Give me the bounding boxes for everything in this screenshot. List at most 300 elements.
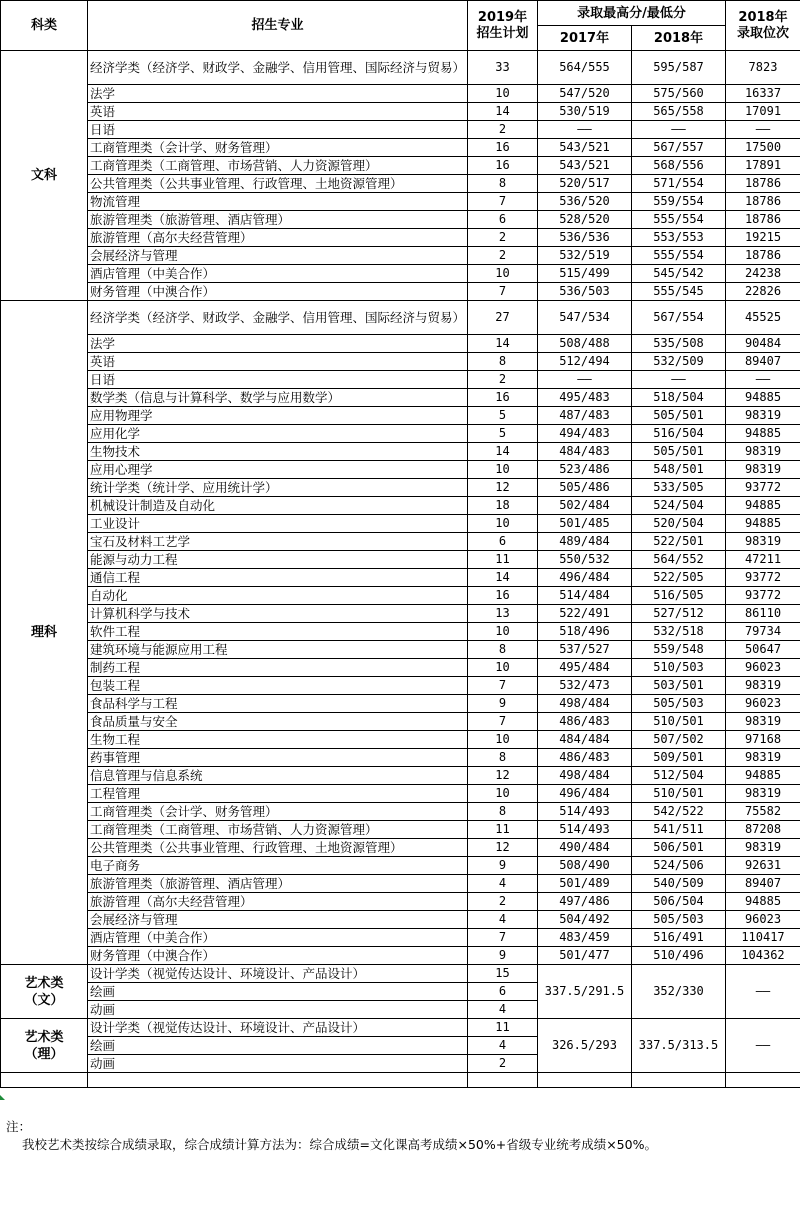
score-2018-cell: 527/512 [632, 605, 726, 623]
plan-cell: 6 [468, 533, 538, 551]
category-cell: 艺术类 （文） [1, 965, 88, 1019]
score-2017-cell: 501/485 [538, 515, 632, 533]
plan-cell: 14 [468, 569, 538, 587]
score-2017-cell: 512/494 [538, 353, 632, 371]
major-cell: 食品科学与工程 [88, 695, 468, 713]
plan-cell: 10 [468, 785, 538, 803]
rank-cell: 17500 [726, 139, 800, 157]
major-cell: 应用物理学 [88, 407, 468, 425]
plan-cell: 4 [468, 1001, 538, 1019]
rank-cell: 93772 [726, 569, 800, 587]
score-2017-cell: 530/519 [538, 103, 632, 121]
table-row [1, 713, 800, 731]
score-2018-cell: 516/504 [632, 425, 726, 443]
category-cell: 文科 [1, 51, 88, 301]
plan-cell: 8 [468, 749, 538, 767]
major-cell: 制药工程 [88, 659, 468, 677]
rank-cell: 97168 [726, 731, 800, 749]
score-2018-cell: 540/509 [632, 875, 726, 893]
score-2017-cell: 536/520 [538, 193, 632, 211]
rank-cell: 45525 [726, 301, 800, 335]
table-row [1, 695, 800, 713]
score-2017-cell: 484/483 [538, 443, 632, 461]
empty-cell [632, 1073, 726, 1088]
major-cell: 食品质量与安全 [88, 713, 468, 731]
score-2018-cell: 535/508 [632, 335, 726, 353]
score-2017-cell: 495/483 [538, 389, 632, 407]
plan-cell: 9 [468, 857, 538, 875]
major-cell: 酒店管理（中美合作） [88, 929, 468, 947]
score-2017-cell: 550/532 [538, 551, 632, 569]
major-cell: 法学 [88, 335, 468, 353]
plan-cell: 14 [468, 335, 538, 353]
rank-cell: 18786 [726, 247, 800, 265]
score-2018-cell: 522/505 [632, 569, 726, 587]
score-2017-cell: 536/536 [538, 229, 632, 247]
major-cell: 财务管理（中澳合作） [88, 947, 468, 965]
major-cell: 会展经济与管理 [88, 247, 468, 265]
score-2018-cell: 520/504 [632, 515, 726, 533]
empty-cell [538, 1073, 632, 1088]
table-row [1, 929, 800, 947]
plan-cell: 7 [468, 713, 538, 731]
major-cell: 英语 [88, 103, 468, 121]
table-row [1, 283, 800, 301]
score-2018-cell: 505/501 [632, 407, 726, 425]
header-2017: 2017年 [538, 26, 632, 51]
score-2017-cell: 498/484 [538, 695, 632, 713]
plan-cell: 16 [468, 157, 538, 175]
score-2018-cell: 542/522 [632, 803, 726, 821]
footnote-title: 注： [6, 1119, 32, 1134]
score-2017-cell: 514/484 [538, 587, 632, 605]
table-row [1, 839, 800, 857]
major-cell: 信息管理与信息系统 [88, 767, 468, 785]
score-2017-cell: 498/484 [538, 767, 632, 785]
major-cell: 法学 [88, 85, 468, 103]
score-2017-cell: 502/484 [538, 497, 632, 515]
table-row [1, 749, 800, 767]
score-2017-cell: 487/483 [538, 407, 632, 425]
score-2018-cell: 510/496 [632, 947, 726, 965]
plan-cell: 10 [468, 461, 538, 479]
score-2017-cell: 501/489 [538, 875, 632, 893]
rank-cell: 94885 [726, 515, 800, 533]
major-cell: 酒店管理（中美合作） [88, 265, 468, 283]
table-row [1, 587, 800, 605]
rank-cell: 96023 [726, 695, 800, 713]
table-row [1, 211, 800, 229]
major-cell: 统计学类（统计学、应用统计学） [88, 479, 468, 497]
score-2018-cell: 553/553 [632, 229, 726, 247]
major-cell: 应用化学 [88, 425, 468, 443]
rank-cell: 92631 [726, 857, 800, 875]
score-2018-cell: 541/511 [632, 821, 726, 839]
major-cell: 动画 [88, 1001, 468, 1019]
rank-cell: 17891 [726, 157, 800, 175]
rank-cell: 96023 [726, 659, 800, 677]
major-cell: 物流管理 [88, 193, 468, 211]
rank-cell: 98319 [726, 533, 800, 551]
header-major: 招生专业 [88, 1, 468, 51]
plan-cell: 27 [468, 301, 538, 335]
score-2018-cell: 512/504 [632, 767, 726, 785]
major-cell: 设计学类（视觉传达设计、环境设计、产品设计） [88, 1019, 468, 1037]
plan-cell: 2 [468, 229, 538, 247]
score-2018-cell: 533/505 [632, 479, 726, 497]
major-cell: 自动化 [88, 587, 468, 605]
score-2017-cell: 514/493 [538, 803, 632, 821]
score-2017-cell: 504/492 [538, 911, 632, 929]
table-row [1, 157, 800, 175]
score-2018-cell: 516/491 [632, 929, 726, 947]
rank-cell: 17091 [726, 103, 800, 121]
score-2018-cell: 567/554 [632, 301, 726, 335]
plan-cell: 2 [468, 371, 538, 389]
header-rank: 2018年 录取位次 [726, 1, 800, 51]
score-2017-cell: 523/486 [538, 461, 632, 479]
rank-cell: 86110 [726, 605, 800, 623]
score-2017-cell: 543/521 [538, 139, 632, 157]
plan-cell: 10 [468, 623, 538, 641]
table-row [1, 875, 800, 893]
table-row [1, 265, 800, 283]
score-2017-cell: 532/473 [538, 677, 632, 695]
table-row [1, 821, 800, 839]
major-cell: 应用心理学 [88, 461, 468, 479]
score-2017-cell: 326.5/293 [538, 1019, 632, 1073]
header-category: 科类 [1, 1, 88, 51]
major-cell: 绘画 [88, 1037, 468, 1055]
major-cell: 宝石及材料工艺学 [88, 533, 468, 551]
score-2017-cell: 515/499 [538, 265, 632, 283]
major-cell: 财务管理（中澳合作） [88, 283, 468, 301]
score-2017-cell: 505/486 [538, 479, 632, 497]
score-2017-cell: 520/517 [538, 175, 632, 193]
score-2018-cell: 548/501 [632, 461, 726, 479]
table-row [1, 103, 800, 121]
table-row [1, 911, 800, 929]
rank-cell: 16337 [726, 85, 800, 103]
rank-cell: 7823 [726, 51, 800, 85]
score-2018-cell: 509/501 [632, 749, 726, 767]
rank-cell: 98319 [726, 839, 800, 857]
rank-cell: —— [726, 1019, 800, 1073]
score-2018-cell: 568/556 [632, 157, 726, 175]
score-2017-cell: 532/519 [538, 247, 632, 265]
table-row [1, 229, 800, 247]
rank-cell: 98319 [726, 461, 800, 479]
major-cell: 绘画 [88, 983, 468, 1001]
table-row [1, 407, 800, 425]
score-2018-cell: 522/501 [632, 533, 726, 551]
plan-cell: 2 [468, 121, 538, 139]
table-row [1, 605, 800, 623]
table-row [1, 857, 800, 875]
table-row [1, 247, 800, 265]
plan-cell: 4 [468, 1037, 538, 1055]
table-row [1, 139, 800, 157]
plan-cell: 11 [468, 1019, 538, 1037]
table-row [1, 965, 800, 983]
rank-cell: 19215 [726, 229, 800, 247]
category-cell: 艺术类 （理） [1, 1019, 88, 1073]
table-row [1, 121, 800, 139]
score-2018-cell: 567/557 [632, 139, 726, 157]
plan-cell: 15 [468, 965, 538, 983]
major-cell: 公共管理类（公共事业管理、行政管理、土地资源管理） [88, 175, 468, 193]
table-row [1, 731, 800, 749]
rank-cell: 98319 [726, 677, 800, 695]
score-2017-cell: 501/477 [538, 947, 632, 965]
table-row [1, 497, 800, 515]
plan-cell: 6 [468, 983, 538, 1001]
major-cell: 工程管理 [88, 785, 468, 803]
major-cell: 机械设计制造及自动化 [88, 497, 468, 515]
major-cell: 旅游管理类（旅游管理、酒店管理） [88, 211, 468, 229]
score-2017-cell: —— [538, 371, 632, 389]
rank-cell: 90484 [726, 335, 800, 353]
score-2017-cell: 494/483 [538, 425, 632, 443]
plan-cell: 8 [468, 641, 538, 659]
score-2018-cell: 505/503 [632, 911, 726, 929]
rank-cell: 22826 [726, 283, 800, 301]
rank-cell: 87208 [726, 821, 800, 839]
score-2018-cell: 545/542 [632, 265, 726, 283]
plan-cell: 7 [468, 929, 538, 947]
table-row [1, 443, 800, 461]
score-2017-cell: 508/488 [538, 335, 632, 353]
major-cell: 工商管理类（会计学、财务管理） [88, 139, 468, 157]
plan-cell: 16 [468, 389, 538, 407]
table-body [1, 51, 800, 1088]
plan-cell: 10 [468, 265, 538, 283]
major-cell: 计算机科学与技术 [88, 605, 468, 623]
empty-cell [726, 1073, 800, 1088]
plan-cell: 2 [468, 247, 538, 265]
score-2018-cell: 532/509 [632, 353, 726, 371]
rank-cell: 94885 [726, 425, 800, 443]
table-row [1, 479, 800, 497]
footnote [0, 1118, 800, 1154]
table-row [1, 893, 800, 911]
score-2017-cell: 484/484 [538, 731, 632, 749]
score-2017-cell: 489/484 [538, 533, 632, 551]
table-row [1, 947, 800, 965]
score-2018-cell: 506/501 [632, 839, 726, 857]
plan-cell: 9 [468, 947, 538, 965]
major-cell: 建筑环境与能源应用工程 [88, 641, 468, 659]
score-2018-cell: 505/501 [632, 443, 726, 461]
rank-cell: 89407 [726, 353, 800, 371]
rank-cell: 94885 [726, 389, 800, 407]
score-2017-cell: 496/484 [538, 785, 632, 803]
score-2018-cell: 555/554 [632, 211, 726, 229]
rank-cell: 98319 [726, 713, 800, 731]
major-cell: 旅游管理（高尔夫经营管理） [88, 893, 468, 911]
major-cell: 设计学类（视觉传达设计、环境设计、产品设计） [88, 965, 468, 983]
score-2018-cell: —— [632, 121, 726, 139]
plan-cell: 10 [468, 731, 538, 749]
table-row [1, 785, 800, 803]
score-2018-cell: 571/554 [632, 175, 726, 193]
table-row [1, 659, 800, 677]
table-row [1, 551, 800, 569]
table-row [1, 461, 800, 479]
plan-cell: 7 [468, 677, 538, 695]
plan-cell: 8 [468, 175, 538, 193]
table-row [1, 85, 800, 103]
score-2018-cell: 505/503 [632, 695, 726, 713]
rank-cell: 75582 [726, 803, 800, 821]
major-cell: 英语 [88, 353, 468, 371]
score-2018-cell: 595/587 [632, 51, 726, 85]
score-2017-cell: 497/486 [538, 893, 632, 911]
plan-cell: 10 [468, 85, 538, 103]
major-cell: 生物技术 [88, 443, 468, 461]
score-2017-cell: 522/491 [538, 605, 632, 623]
major-cell: 工业设计 [88, 515, 468, 533]
score-2018-cell: 524/506 [632, 857, 726, 875]
rank-cell: —— [726, 371, 800, 389]
major-cell: 日语 [88, 121, 468, 139]
plan-cell: 2 [468, 893, 538, 911]
score-2017-cell: 528/520 [538, 211, 632, 229]
rank-cell: 94885 [726, 497, 800, 515]
major-cell: 会展经济与管理 [88, 911, 468, 929]
major-cell: 数学类（信息与计算科学、数学与应用数学） [88, 389, 468, 407]
score-2018-cell: 337.5/313.5 [632, 1019, 726, 1073]
major-cell: 包装工程 [88, 677, 468, 695]
plan-cell: 4 [468, 875, 538, 893]
score-2017-cell: 508/490 [538, 857, 632, 875]
major-cell: 工商管理类（工商管理、市场营销、人力资源管理） [88, 157, 468, 175]
score-2017-cell: 486/483 [538, 713, 632, 731]
plan-cell: 7 [468, 193, 538, 211]
score-2017-cell: 543/521 [538, 157, 632, 175]
plan-cell: 2 [468, 1055, 538, 1073]
rank-cell: —— [726, 965, 800, 1019]
empty-cell [1, 1073, 88, 1088]
rank-cell: 98319 [726, 749, 800, 767]
score-2017-cell: —— [538, 121, 632, 139]
score-2018-cell: 555/554 [632, 247, 726, 265]
plan-cell: 12 [468, 479, 538, 497]
footnote-text: 我校艺术类按综合成绩录取，综合成绩计算方法为：综合成绩=文化课高考成绩×50%+省级专业统考成绩×50%。 [22, 1137, 657, 1152]
major-cell: 工商管理类（工商管理、市场营销、人力资源管理） [88, 821, 468, 839]
major-cell: 电子商务 [88, 857, 468, 875]
major-cell: 日语 [88, 371, 468, 389]
score-2018-cell: 352/330 [632, 965, 726, 1019]
plan-cell: 18 [468, 497, 538, 515]
score-2018-cell: 506/504 [632, 893, 726, 911]
header-score-group: 录取最高分/最低分 [538, 1, 726, 26]
rank-cell: 93772 [726, 479, 800, 497]
major-cell: 通信工程 [88, 569, 468, 587]
table-row [1, 353, 800, 371]
score-2017-cell: 495/484 [538, 659, 632, 677]
table-row [1, 677, 800, 695]
major-cell: 经济学类（经济学、财政学、金融学、信用管理、国际经济与贸易） [88, 51, 468, 85]
rank-cell: —— [726, 121, 800, 139]
plan-cell: 10 [468, 515, 538, 533]
rank-cell: 79734 [726, 623, 800, 641]
table-row [1, 641, 800, 659]
plan-cell: 5 [468, 425, 538, 443]
rank-cell: 98319 [726, 443, 800, 461]
score-2017-cell: 514/493 [538, 821, 632, 839]
table-row [1, 533, 800, 551]
score-2018-cell: 555/545 [632, 283, 726, 301]
score-2018-cell: 518/504 [632, 389, 726, 407]
table-row [1, 1019, 800, 1037]
empty-cell [88, 1073, 468, 1088]
table-row [1, 623, 800, 641]
score-2018-cell: 510/501 [632, 785, 726, 803]
rank-cell: 47211 [726, 551, 800, 569]
rank-cell: 18786 [726, 211, 800, 229]
plan-cell: 5 [468, 407, 538, 425]
score-2018-cell: 564/552 [632, 551, 726, 569]
score-2017-cell: 564/555 [538, 51, 632, 85]
major-cell: 药事管理 [88, 749, 468, 767]
score-2018-cell: —— [632, 371, 726, 389]
table-row [1, 193, 800, 211]
score-2017-cell: 486/483 [538, 749, 632, 767]
score-2018-cell: 507/502 [632, 731, 726, 749]
score-2018-cell: 503/501 [632, 677, 726, 695]
plan-cell: 7 [468, 283, 538, 301]
plan-cell: 11 [468, 551, 538, 569]
score-2017-cell: 537/527 [538, 641, 632, 659]
rank-cell: 24238 [726, 265, 800, 283]
major-cell: 动画 [88, 1055, 468, 1073]
table-row [1, 425, 800, 443]
score-2018-cell: 565/558 [632, 103, 726, 121]
rank-cell: 110417 [726, 929, 800, 947]
plan-cell: 13 [468, 605, 538, 623]
major-cell: 经济学类（经济学、财政学、金融学、信用管理、国际经济与贸易） [88, 301, 468, 335]
score-2018-cell: 532/518 [632, 623, 726, 641]
table-row [1, 767, 800, 785]
score-2017-cell: 536/503 [538, 283, 632, 301]
score-2017-cell: 547/520 [538, 85, 632, 103]
major-cell: 能源与动力工程 [88, 551, 468, 569]
score-2018-cell: 516/505 [632, 587, 726, 605]
table-row [1, 515, 800, 533]
table-row [1, 335, 800, 353]
score-2017-cell: 490/484 [538, 839, 632, 857]
rank-cell: 18786 [726, 193, 800, 211]
table-row [1, 301, 800, 335]
plan-cell: 16 [468, 139, 538, 157]
table-row [1, 371, 800, 389]
rank-cell: 98319 [726, 407, 800, 425]
plan-cell: 6 [468, 211, 538, 229]
rank-cell: 89407 [726, 875, 800, 893]
rank-cell: 50647 [726, 641, 800, 659]
major-cell: 生物工程 [88, 731, 468, 749]
major-cell: 旅游管理（高尔夫经营管理） [88, 229, 468, 247]
header-2018: 2018年 [632, 26, 726, 51]
plan-cell: 8 [468, 353, 538, 371]
plan-cell: 14 [468, 443, 538, 461]
plan-cell: 4 [468, 911, 538, 929]
major-cell: 公共管理类（公共事业管理、行政管理、土地资源管理） [88, 839, 468, 857]
rank-cell: 94885 [726, 767, 800, 785]
table-row [1, 803, 800, 821]
score-2017-cell: 547/534 [538, 301, 632, 335]
